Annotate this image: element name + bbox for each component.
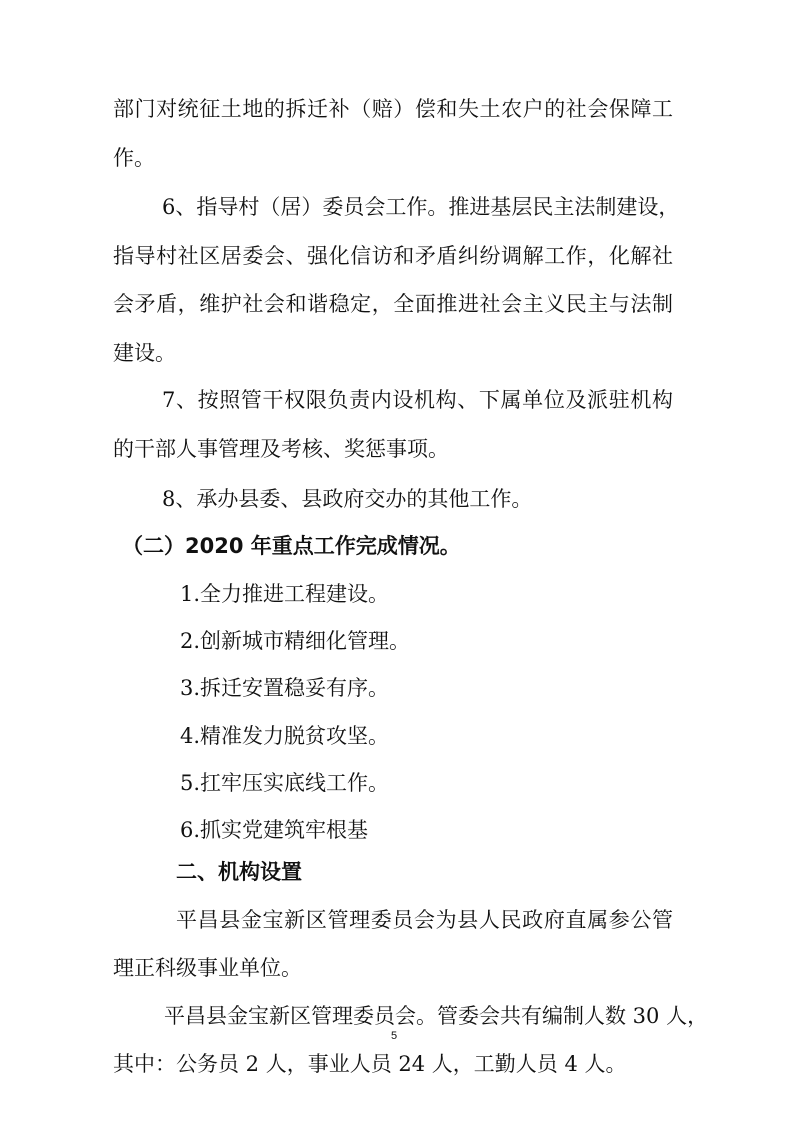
paragraph-line: 6、指导村（居）委员会工作。推进基层民主法制建设， xyxy=(162,195,680,219)
list-item: 5.扛牢压实底线工作。 xyxy=(180,771,390,795)
paragraph-line: 作。 xyxy=(113,146,155,170)
section-heading: 二、机构设置 xyxy=(176,860,302,884)
list-item: 4.精准发力脱贫攻坚。 xyxy=(180,724,390,748)
paragraph-line: 平昌县金宝新区管理委员会。管委会共有编制人数 30 人， xyxy=(164,1004,709,1028)
paragraph-line: 其中：公务员 2 人，事业人员 24 人，工勤人员 4 人。 xyxy=(113,1052,627,1076)
paragraph-line: 7、按照管干权限负责内设机构、下属单位及派驻机构 xyxy=(162,388,673,412)
list-item: 6.抓实党建筑牢根基 xyxy=(180,818,369,842)
paragraph-line: 的干部人事管理及考核、奖惩事项。 xyxy=(113,437,449,461)
paragraph-line: 部门对统征土地的拆迁补（赔）偿和失土农户的社会保障工 xyxy=(113,97,673,121)
paragraph-line: 理正科级事业单位。 xyxy=(113,956,302,980)
section-heading: （二）2020 年重点工作完成情况。 xyxy=(122,534,461,558)
list-item: 2.创新城市精细化管理。 xyxy=(180,629,411,653)
paragraph-line: 平昌县金宝新区管理委员会为县人民政府直属参公管 xyxy=(176,908,673,932)
paragraph-line: 指导村社区居委会、强化信访和矛盾纠纷调解工作，化解社 xyxy=(113,244,673,268)
list-item: 3.拆迁安置稳妥有序。 xyxy=(180,676,390,700)
paragraph-line: 8、承办县委、县政府交办的其他工作。 xyxy=(162,487,533,511)
page-number: 5 xyxy=(391,1030,398,1042)
list-item: 1.全力推进工程建设。 xyxy=(180,582,390,606)
paragraph-line: 会矛盾，维护社会和谐稳定，全面推进社会主义民主与法制 xyxy=(113,292,673,316)
paragraph-line: 建设。 xyxy=(113,341,176,365)
